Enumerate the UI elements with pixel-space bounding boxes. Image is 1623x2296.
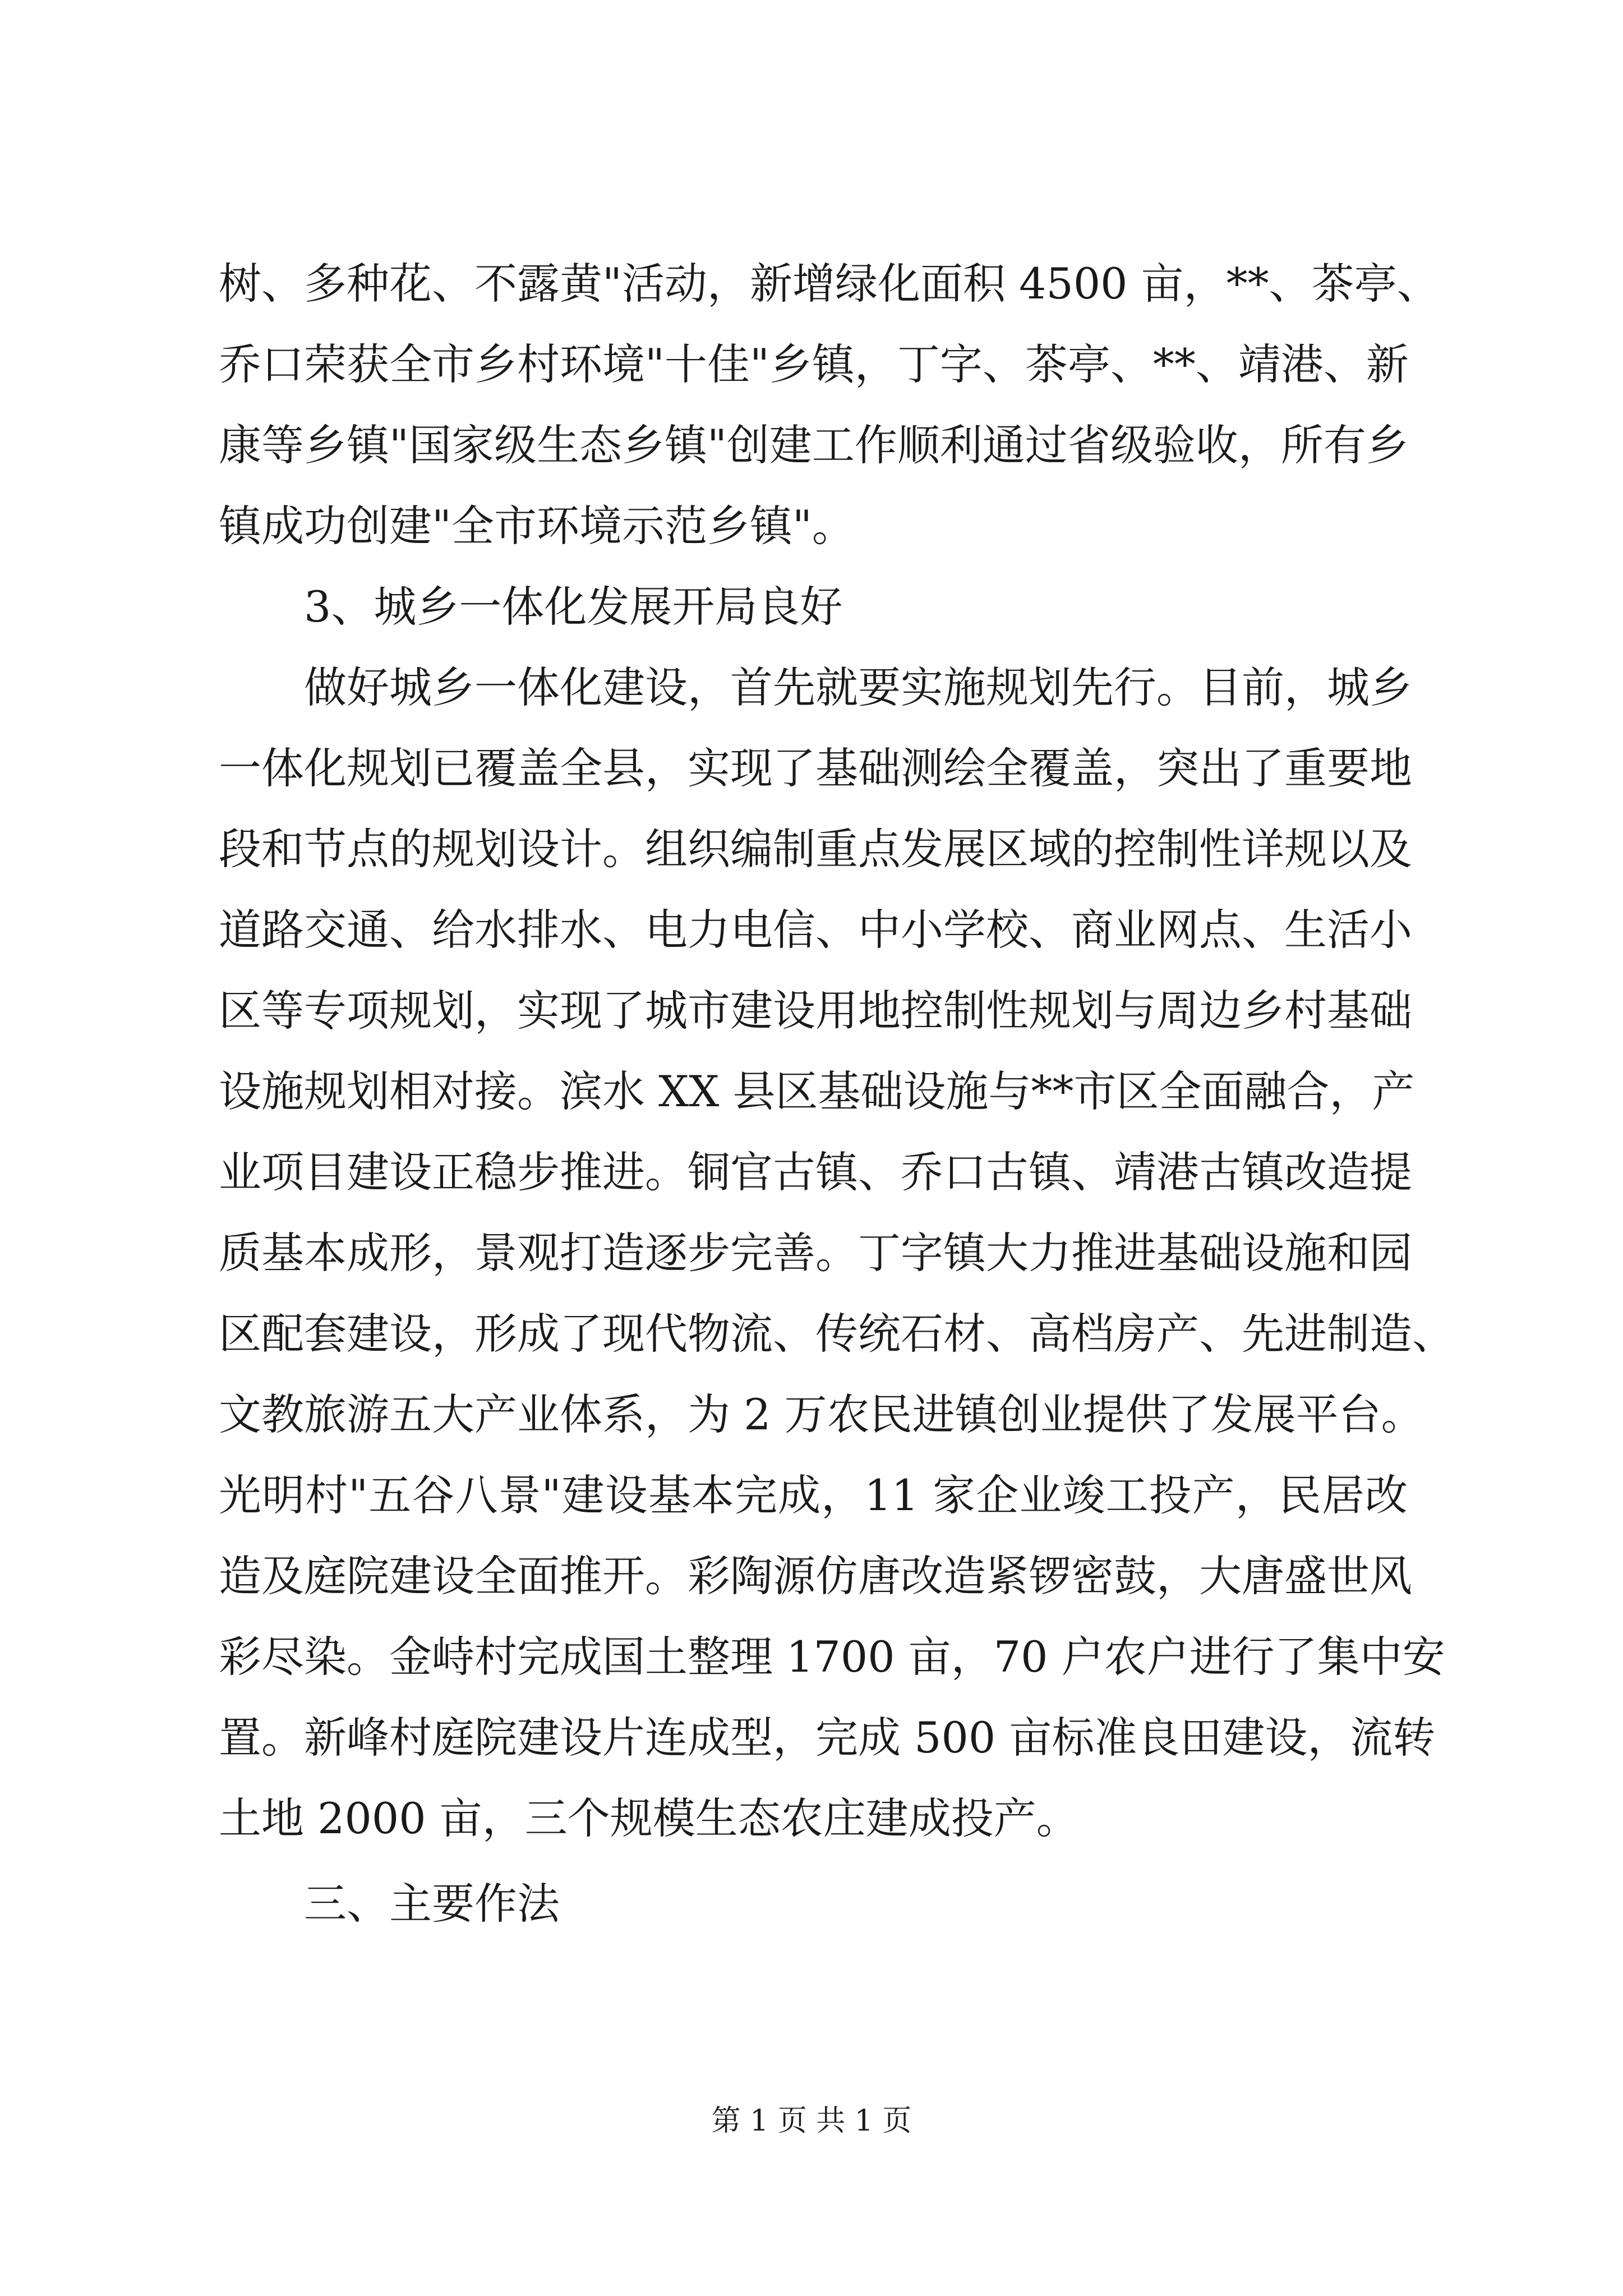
- text-line: 置。新峰村庭院建设片连成型，完成 500 亩标准良田建设，流转: [219, 1713, 1436, 1763]
- document-body: [219, 259, 1455, 1963]
- text-line: 做好城乡一体化建设，首先就要实施规划先行。目前，城乡: [304, 662, 1412, 712]
- paragraph-greening: [219, 259, 1440, 551]
- text-line: 道路交通、给水排水、电力电信、中小学校、商业网点、生活小: [219, 905, 1412, 955]
- text-line: 光明村"五谷八景"建设基本完成，11 家企业竣工投产，民居改: [219, 1470, 1408, 1520]
- text-line: 造及庭院建设全面推开。彩陶源仿唐改造紧锣密鼓，大唐盛世风: [219, 1551, 1412, 1601]
- text-line: 质基本成形，景观打造逐步完善。丁字镇大力推进基础设施和园: [219, 1228, 1412, 1278]
- section-heading: 三、主要作法: [304, 1879, 560, 1929]
- text-line: 一体化规划已覆盖全县，实现了基础测绘全覆盖，突出了重要地: [219, 743, 1412, 793]
- text-line: 区配套建设，形成了现代物流、传统石材、高档房产、先进制造、: [219, 1309, 1455, 1359]
- text-line: 业项目建设正稳步推进。铜官古镇、乔口古镇、靖港古镇改造提: [219, 1147, 1412, 1197]
- text-line: 设施规划相对接。滨水 XX 县区基础设施与**市区全面融合，产: [219, 1066, 1415, 1116]
- page-footer: 第 1 页 共 1 页: [711, 2104, 912, 2138]
- text-line: 土地 2000 亩，三个规模生态农庄建成投产。: [219, 1793, 1079, 1843]
- paragraph-urban-rural: [219, 662, 1455, 1843]
- text-line: 彩尽染。金峙村完成国土整理 1700 亩，70 户农户进行了集中安: [219, 1632, 1445, 1682]
- text-line: 区等专项规划，实现了城市建设用地控制性规划与周边乡村基础: [219, 986, 1412, 1036]
- text-line: 段和节点的规划设计。组织编制重点发展区域的控制性详规以及: [219, 824, 1412, 874]
- text-line: 文教旅游五大产业体系，为 2 万农民进镇创业提供了发展平台。: [219, 1389, 1424, 1439]
- subsection-heading: 3、城乡一体化发展开局良好: [304, 582, 843, 632]
- text-line: 树、多种花、不露黄"活动，新增绿化面积 4500 亩，**、茶亭、: [219, 259, 1440, 309]
- text-line: 康等乡镇"国家级生态乡镇"创建工作顺利通过省级验收，所有乡: [219, 420, 1409, 470]
- text-line: 镇成功创建"全市环境示范乡镇"。: [219, 501, 855, 551]
- text-line: 乔口荣获全市乡村环境"十佳"乡镇，丁字、茶亭、**、靖港、新: [219, 339, 1409, 389]
